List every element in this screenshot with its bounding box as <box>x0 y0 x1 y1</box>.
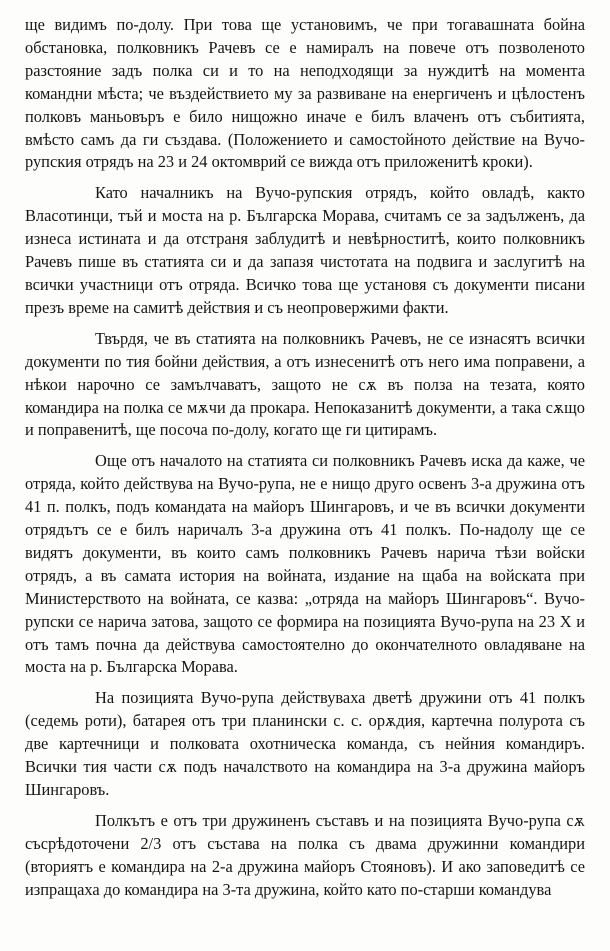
page-text <box>25 14 585 902</box>
paragraph-1: ще видимъ по-долу. При това ще установимъ, че при тогавашната бойна обстановка, полковникъ Рачевъ се е намиралъ на повече отъ позволеното разстояние задъ полка си и то на неподходящи за нуждитѣ на момента командни мѣста; че въздействието му за развиване на енергиченъ и цѣлостенъ полковъ маньовъръ е било нищожно иначе е билъ влаченъ отъ събитията, вмѣсто самъ да ги създава. (Положението и самостойното действие на Вучо-рупския отрядъ на 23 и 24 октомврий се вижда отъ приложенитѣ кроки). <box>25 15 585 172</box>
paragraph-3: Твърдя, че въ статията на полковникъ Рачевъ, не се изнасятъ всички документи по тия бойни действия, а отъ изнесенитѣ отъ него има поправени, а нѣкои нарочно се замълчаватъ, защото не сѫ въ полза на тезата, която командира на полка се мѫчи да прокара. Непоказанитѣ документи, а така сѫщо и поправенитѣ, ще посоча по-долу, когато ще ги цитирамъ. <box>25 328 585 440</box>
paragraph-6: Полкътъ е отъ три дружиненъ съставъ и на позицията Вучо-рупа сѫ съсрѣдоточени 2/3 отъ състава на полка съ двама дружинни командири (вториятъ е командира на 2-а дружина майоръ Стояновъ). И ако заповедитѣ се изпращаха до командира на 3-та дружина, който като по-старши командува <box>25 810 585 899</box>
paragraph-5: На позицията Вучо-рупа действуваха дветѣ дружини отъ 41 полкъ (седемь роти), батарея отъ три планински с. с. орѫдия, картечна полурота съ две картечници и полковата охотническа команда, съ нейния командиръ. Всички тия части сѫ подъ началството на командира на 3-а дружина майоръ Шингаровъ. <box>25 688 585 799</box>
paragraph-2: Като началникъ на Вучо-рупския отрядъ, който овладѣ, както Власотинци, тъй и моста на р. Българска Морава, считамъ се за задълженъ, да изнеса истината и да отстраня заблудитѣ и невѣрноститѣ, които полковникъ Рачевъ пише въ статията си и да запазя чистотата на подвига и заслугитѣ на всички участници отъ отряда. Всичко това ще установя съ документи писани презъ време на самитѣ действия и съ неопровержими факти. <box>25 183 585 317</box>
paragraph-4: Още отъ началото на статията си полковникъ Рачевъ иска да каже, че отряда, който действува на Вучо-рупа, не е нищо друго освенъ 3-а дружина отъ 41 п. полкъ, подъ командата на майоръ Шингаровъ, и че въ всички документи отрядътъ се е билъ наричалъ 3-а дружина отъ 41 полкъ. По-надолу ще се видятъ документи, въ които самъ полковникъ Рачевъ нарича тѣзи войски отрядъ, а въ самата история на войната, издание на щаба на войската при Министерството на войната, се казва: „отряда на майоръ Шингаровъ“. Вучо-рупски се нарича затова, защото се формира на позицията Вучо-рупа на 23 X и отъ тамъ почна да действува самостоятелно до окончателното овладяване на моста на р. Българска Морава. <box>25 451 585 677</box>
